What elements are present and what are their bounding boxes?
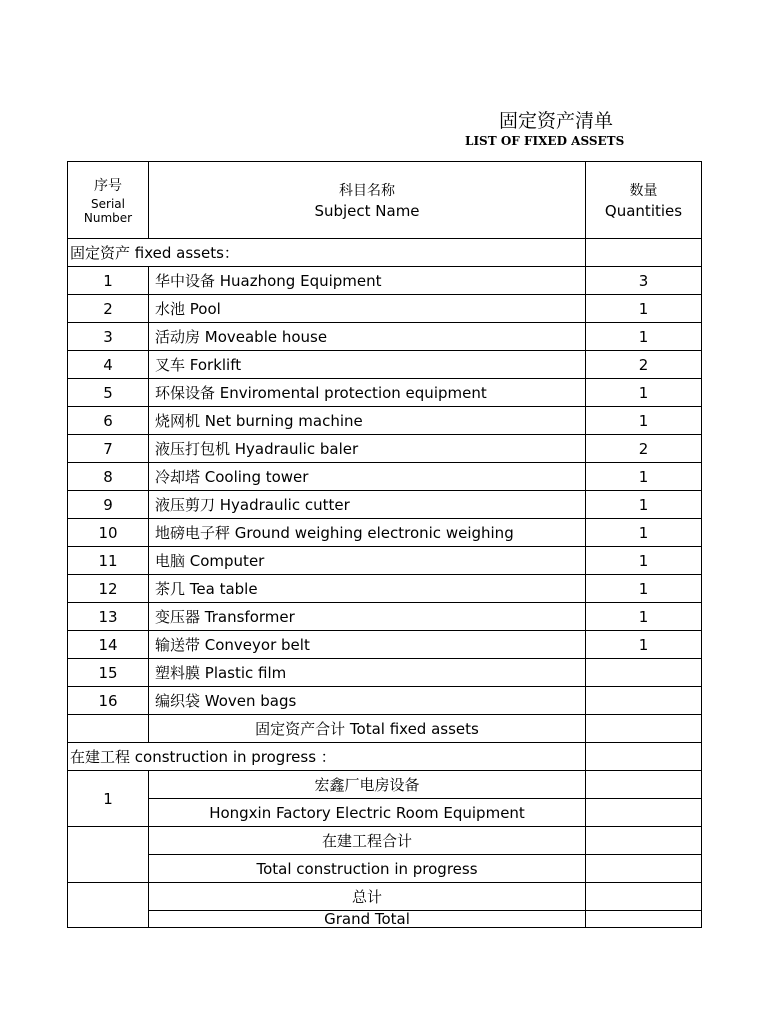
header-subject-cn: 科目名称 (339, 183, 395, 199)
table-row (68, 351, 702, 379)
row-subject-name: 活动房 Moveable house (149, 323, 586, 351)
row-subject-name: 华中设备 Huazhong Equipment (149, 267, 586, 295)
row-serial: 6 (68, 407, 149, 435)
row-quantity: 2 (586, 351, 702, 379)
fixed-section-row (68, 239, 702, 267)
page-title-en: LIST OF FIXED ASSETS (465, 134, 625, 148)
row-quantity: 1 (586, 631, 702, 659)
grand-total-cn: 总计 (149, 883, 586, 911)
row-subject-name: 叉车 Forklift (149, 351, 586, 379)
table-row (68, 547, 702, 575)
table-row (68, 435, 702, 463)
row-serial: 4 (68, 351, 149, 379)
header-serial-en-2: Number (83, 211, 133, 225)
cip-section-label: 在建工程 construction in progress ： (68, 743, 586, 771)
row-subject-name: 液压剪刀 Hyadraulic cutter (149, 491, 586, 519)
row-quantity: 1 (586, 491, 702, 519)
row-subject-name: 环保设备 Enviromental protection equipment (149, 379, 586, 407)
row-serial: 16 (68, 687, 149, 715)
total-fixed-no (68, 715, 149, 743)
row-quantity: 2 (586, 435, 702, 463)
row-serial: 11 (68, 547, 149, 575)
row-subject-name: 电脑 Computer (149, 547, 586, 575)
header-qty-en: Quantities (604, 202, 683, 220)
row-serial: 7 (68, 435, 149, 463)
table-row (68, 519, 702, 547)
cip-item-name-cn: 宏鑫厂电房设备 (149, 771, 586, 799)
total-cip-row-en (68, 855, 702, 883)
row-serial: 9 (68, 491, 149, 519)
row-quantity: 1 (586, 547, 702, 575)
row-quantity: 1 (586, 603, 702, 631)
row-quantity (586, 687, 702, 715)
grand-total-en: Grand Total (149, 911, 586, 928)
header-subject (149, 162, 586, 239)
grand-total-row-cn (68, 883, 702, 911)
total-fixed-qty (586, 715, 702, 743)
row-quantity: 1 (586, 519, 702, 547)
grand-total-row-en (68, 911, 702, 928)
cip-item-name-en: Hongxin Factory Electric Room Equipment (149, 799, 586, 827)
row-quantity: 1 (586, 575, 702, 603)
row-serial: 5 (68, 379, 149, 407)
header-quantity (586, 162, 702, 239)
row-subject-name: 塑料膜 Plastic film (149, 659, 586, 687)
table-header-row (68, 162, 702, 239)
row-quantity (586, 659, 702, 687)
table-row (68, 323, 702, 351)
row-subject-name: 冷却塔 Cooling tower (149, 463, 586, 491)
row-serial: 8 (68, 463, 149, 491)
cip-section-row (68, 743, 702, 771)
total-cip-qty-2 (586, 855, 702, 883)
page-title-cn: 固定资产清单 (499, 110, 614, 132)
row-subject-name: 输送带 Conveyor belt (149, 631, 586, 659)
row-serial: 15 (68, 659, 149, 687)
total-cip-cn: 在建工程合计 (149, 827, 586, 855)
row-serial: 14 (68, 631, 149, 659)
table-row (68, 603, 702, 631)
cip-section-qty (586, 743, 702, 771)
row-serial: 3 (68, 323, 149, 351)
cip-item-row-cn (68, 771, 702, 799)
table-row (68, 463, 702, 491)
fixed-section-qty (586, 239, 702, 267)
table-row (68, 295, 702, 323)
table-row (68, 687, 702, 715)
table-row (68, 267, 702, 295)
cip-item-qty-2 (586, 799, 702, 827)
total-fixed-row (68, 715, 702, 743)
cip-item-qty-1 (586, 771, 702, 799)
row-subject-name: 茶几 Tea table (149, 575, 586, 603)
header-serial (68, 162, 149, 239)
fixed-section-label: 固定资产 fixed assets： (68, 239, 586, 267)
row-quantity: 1 (586, 323, 702, 351)
header-qty-cn: 数量 (629, 183, 658, 199)
table-row (68, 491, 702, 519)
row-serial: 10 (68, 519, 149, 547)
grand-total-no (68, 883, 149, 928)
row-quantity: 1 (586, 407, 702, 435)
table-row (68, 575, 702, 603)
row-subject-name: 烧网机 Net burning machine (149, 407, 586, 435)
row-quantity: 1 (586, 295, 702, 323)
table-row (68, 379, 702, 407)
total-cip-qty-1 (586, 827, 702, 855)
header-subject-en: Subject Name (314, 202, 420, 220)
table-row (68, 659, 702, 687)
row-serial: 13 (68, 603, 149, 631)
row-subject-name: 液压打包机 Hyadraulic baler (149, 435, 586, 463)
grand-total-qty-2 (586, 911, 702, 928)
total-cip-no (68, 827, 149, 883)
row-serial: 1 (68, 267, 149, 295)
table-row (68, 631, 702, 659)
row-serial: 12 (68, 575, 149, 603)
row-subject-name: 编织袋 Woven bags (149, 687, 586, 715)
grand-total-qty-1 (586, 883, 702, 911)
row-subject-name: 水池 Pool (149, 295, 586, 323)
fixed-assets-table (67, 161, 702, 928)
total-fixed-label: 固定资产合计 Total fixed assets (149, 715, 586, 743)
row-quantity: 1 (586, 379, 702, 407)
total-cip-row-cn (68, 827, 702, 855)
row-serial: 2 (68, 295, 149, 323)
row-quantity: 3 (586, 267, 702, 295)
row-subject-name: 变压器 Transformer (149, 603, 586, 631)
table-row (68, 407, 702, 435)
cip-item-row-en (68, 799, 702, 827)
cip-item-no: 1 (68, 771, 149, 827)
header-serial-cn: 序号 (94, 178, 122, 194)
header-serial-en-1: Serial (91, 197, 125, 211)
row-quantity: 1 (586, 463, 702, 491)
row-subject-name: 地磅电子秤 Ground weighing electronic weighing (149, 519, 586, 547)
total-cip-en: Total construction in progress (149, 855, 586, 883)
